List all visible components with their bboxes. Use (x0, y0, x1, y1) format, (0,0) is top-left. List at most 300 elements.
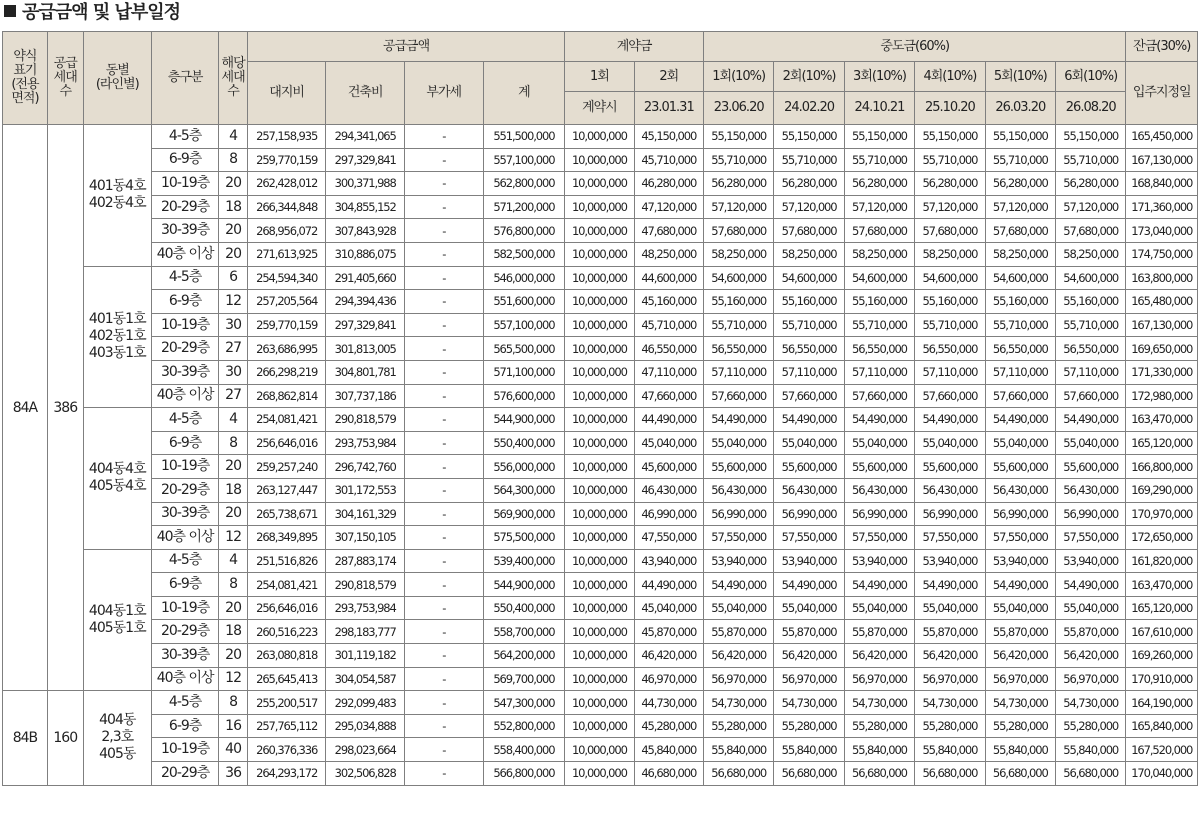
interim-cell: 56,430,000 (844, 478, 914, 502)
interim-cell: 57,660,000 (985, 384, 1055, 408)
interim-cell: 55,040,000 (1056, 596, 1126, 620)
interim-cell: 55,840,000 (844, 738, 914, 762)
interim-cell: 55,150,000 (703, 125, 773, 149)
units-cell: 386 (47, 125, 83, 691)
land-cell: 259,257,240 (247, 455, 326, 479)
land-cell: 254,081,421 (247, 573, 326, 597)
interim-cell: 55,040,000 (844, 431, 914, 455)
interim-cell: 55,150,000 (915, 125, 985, 149)
header-floor: 층구분 (151, 32, 218, 125)
deposit-1-cell: 10,000,000 (565, 573, 634, 597)
balance-cell: 163,470,000 (1126, 573, 1198, 597)
count-cell: 8 (219, 691, 248, 715)
interim-cell: 54,730,000 (703, 691, 773, 715)
deposit-2-cell: 45,870,000 (634, 620, 703, 644)
interim-cell: 55,840,000 (1056, 738, 1126, 762)
interim-cell: 55,870,000 (703, 620, 773, 644)
interim-cell: 57,120,000 (985, 195, 1055, 219)
interim-cell: 57,110,000 (915, 360, 985, 384)
interim-cell: 58,250,000 (1056, 242, 1126, 266)
vat-cell: - (404, 242, 483, 266)
table-row (3, 644, 1198, 668)
floor-cell: 6-9층 (151, 148, 218, 172)
building-cell: 404동1호 405동1호 (83, 549, 151, 691)
interim-cell: 55,710,000 (703, 148, 773, 172)
deposit-1-cell: 10,000,000 (565, 313, 634, 337)
header-deposit-2-date: 23.01.31 (634, 92, 703, 125)
count-cell: 27 (219, 337, 248, 361)
interim-cell: 57,120,000 (915, 195, 985, 219)
total-cell: 571,200,000 (483, 195, 565, 219)
interim-cell: 57,680,000 (844, 219, 914, 243)
floor-cell: 6-9층 (151, 573, 218, 597)
interim-cell: 55,840,000 (774, 738, 844, 762)
vat-cell: - (404, 455, 483, 479)
table-header (3, 32, 1198, 125)
interim-cell: 57,660,000 (915, 384, 985, 408)
building-cost-cell: 294,394,436 (326, 290, 405, 314)
building-cost-cell: 300,371,988 (326, 172, 405, 196)
interim-cell: 54,600,000 (985, 266, 1055, 290)
header-interim-date-6: 26.08.20 (1056, 92, 1126, 125)
interim-cell: 57,110,000 (844, 360, 914, 384)
total-cell: 556,000,000 (483, 455, 565, 479)
building-cost-cell: 307,150,105 (326, 526, 405, 550)
deposit-2-cell: 47,660,000 (634, 384, 703, 408)
interim-cell: 57,680,000 (985, 219, 1055, 243)
interim-cell: 56,430,000 (1056, 478, 1126, 502)
interim-cell: 57,550,000 (703, 526, 773, 550)
header-building: 동별 (라인별) (83, 32, 151, 125)
land-cell: 266,344,848 (247, 195, 326, 219)
floor-cell: 10-19층 (151, 596, 218, 620)
header-deposit-1-date: 계약시 (565, 92, 634, 125)
interim-cell: 57,110,000 (1056, 360, 1126, 384)
count-cell: 30 (219, 360, 248, 384)
interim-cell: 55,160,000 (703, 290, 773, 314)
total-cell: 546,000,000 (483, 266, 565, 290)
balance-cell: 161,820,000 (1126, 549, 1198, 573)
interim-cell: 57,120,000 (1056, 195, 1126, 219)
building-cost-cell: 294,341,065 (326, 125, 405, 149)
balance-cell: 165,840,000 (1126, 714, 1198, 738)
deposit-1-cell: 10,000,000 (565, 431, 634, 455)
interim-cell: 55,710,000 (915, 148, 985, 172)
floor-cell: 6-9층 (151, 431, 218, 455)
vat-cell: - (404, 219, 483, 243)
interim-cell: 55,870,000 (985, 620, 1055, 644)
interim-cell: 56,550,000 (915, 337, 985, 361)
balance-cell: 165,120,000 (1126, 431, 1198, 455)
deposit-2-cell: 45,710,000 (634, 313, 703, 337)
header-deposit: 계약금 (565, 32, 704, 62)
vat-cell: - (404, 714, 483, 738)
vat-cell: - (404, 502, 483, 526)
deposit-2-cell: 45,040,000 (634, 431, 703, 455)
building-cost-cell: 295,034,888 (326, 714, 405, 738)
deposit-2-cell: 44,730,000 (634, 691, 703, 715)
interim-cell: 55,040,000 (844, 596, 914, 620)
vat-cell: - (404, 478, 483, 502)
deposit-2-cell: 46,550,000 (634, 337, 703, 361)
header-balance: 잔금(30%) (1126, 32, 1198, 62)
interim-cell: 57,660,000 (774, 384, 844, 408)
balance-cell: 170,040,000 (1126, 762, 1198, 786)
table-row (3, 313, 1198, 337)
interim-cell: 54,490,000 (915, 408, 985, 432)
land-cell: 259,770,159 (247, 148, 326, 172)
total-cell: 544,900,000 (483, 573, 565, 597)
total-cell: 575,500,000 (483, 526, 565, 550)
interim-cell: 55,280,000 (844, 714, 914, 738)
table-row (3, 148, 1198, 172)
building-cost-cell: 287,883,174 (326, 549, 405, 573)
balance-cell: 168,840,000 (1126, 172, 1198, 196)
deposit-2-cell: 45,160,000 (634, 290, 703, 314)
floor-cell: 40층 이상 (151, 667, 218, 691)
interim-cell: 58,250,000 (703, 242, 773, 266)
deposit-2-cell: 45,150,000 (634, 125, 703, 149)
vat-cell: - (404, 431, 483, 455)
interim-cell: 56,990,000 (985, 502, 1055, 526)
deposit-2-cell: 47,550,000 (634, 526, 703, 550)
land-cell: 256,646,016 (247, 431, 326, 455)
deposit-1-cell: 10,000,000 (565, 526, 634, 550)
interim-cell: 55,160,000 (844, 290, 914, 314)
total-cell: 557,100,000 (483, 148, 565, 172)
balance-cell: 169,650,000 (1126, 337, 1198, 361)
header-building-cost: 건축비 (326, 62, 405, 125)
floor-cell: 4-5층 (151, 408, 218, 432)
deposit-2-cell: 44,600,000 (634, 266, 703, 290)
interim-cell: 56,550,000 (844, 337, 914, 361)
interim-cell: 54,600,000 (1056, 266, 1126, 290)
interim-cell: 57,550,000 (844, 526, 914, 550)
deposit-1-cell: 10,000,000 (565, 478, 634, 502)
table-row (3, 667, 1198, 691)
interim-cell: 55,600,000 (703, 455, 773, 479)
interim-cell: 57,660,000 (1056, 384, 1126, 408)
interim-cell: 55,150,000 (774, 125, 844, 149)
vat-cell: - (404, 408, 483, 432)
count-cell: 12 (219, 667, 248, 691)
vat-cell: - (404, 526, 483, 550)
interim-cell: 55,150,000 (1056, 125, 1126, 149)
interim-cell: 55,280,000 (1056, 714, 1126, 738)
table-row (3, 172, 1198, 196)
interim-cell: 56,680,000 (844, 762, 914, 786)
count-cell: 4 (219, 125, 248, 149)
building-cost-cell: 301,172,553 (326, 478, 405, 502)
table-row (3, 762, 1198, 786)
building-cell: 404동4호 405동4호 (83, 408, 151, 550)
balance-cell: 169,290,000 (1126, 478, 1198, 502)
interim-cell: 57,120,000 (844, 195, 914, 219)
interim-cell: 56,280,000 (1056, 172, 1126, 196)
interim-cell: 56,280,000 (774, 172, 844, 196)
interim-cell: 53,940,000 (985, 549, 1055, 573)
deposit-2-cell: 46,990,000 (634, 502, 703, 526)
interim-cell: 58,250,000 (915, 242, 985, 266)
type-cell: 84A (3, 125, 48, 691)
vat-cell: - (404, 596, 483, 620)
floor-cell: 6-9층 (151, 714, 218, 738)
deposit-1-cell: 10,000,000 (565, 148, 634, 172)
count-cell: 12 (219, 290, 248, 314)
interim-cell: 54,600,000 (774, 266, 844, 290)
vat-cell: - (404, 337, 483, 361)
total-cell: 582,500,000 (483, 242, 565, 266)
deposit-2-cell: 46,420,000 (634, 644, 703, 668)
interim-cell: 56,550,000 (774, 337, 844, 361)
building-cost-cell: 301,813,005 (326, 337, 405, 361)
interim-cell: 54,730,000 (985, 691, 1055, 715)
total-cell: 564,300,000 (483, 478, 565, 502)
interim-cell: 54,490,000 (844, 573, 914, 597)
building-cost-cell: 298,183,777 (326, 620, 405, 644)
count-cell: 18 (219, 195, 248, 219)
interim-cell: 55,870,000 (844, 620, 914, 644)
interim-cell: 54,490,000 (703, 408, 773, 432)
deposit-2-cell: 45,040,000 (634, 596, 703, 620)
interim-cell: 55,710,000 (985, 313, 1055, 337)
interim-cell: 56,430,000 (774, 478, 844, 502)
land-cell: 263,127,447 (247, 478, 326, 502)
header-balance-date: 입주지정일 (1126, 62, 1198, 125)
interim-cell: 54,490,000 (703, 573, 773, 597)
building-cost-cell: 290,818,579 (326, 573, 405, 597)
header-interim-date-4: 25.10.20 (915, 92, 985, 125)
header-interim-3: 3회(10%) (844, 62, 914, 92)
units-cell: 160 (47, 691, 83, 785)
deposit-2-cell: 45,710,000 (634, 148, 703, 172)
deposit-2-cell: 44,490,000 (634, 408, 703, 432)
deposit-1-cell: 10,000,000 (565, 644, 634, 668)
interim-cell: 55,710,000 (774, 148, 844, 172)
interim-cell: 53,940,000 (1056, 549, 1126, 573)
header-interim-1: 1회(10%) (703, 62, 773, 92)
header-deposit-1: 1회 (565, 62, 634, 92)
deposit-2-cell: 44,490,000 (634, 573, 703, 597)
interim-cell: 55,600,000 (844, 455, 914, 479)
interim-cell: 54,730,000 (774, 691, 844, 715)
interim-cell: 55,600,000 (1056, 455, 1126, 479)
deposit-1-cell: 10,000,000 (565, 620, 634, 644)
count-cell: 36 (219, 762, 248, 786)
interim-cell: 56,430,000 (703, 478, 773, 502)
interim-cell: 55,710,000 (985, 148, 1055, 172)
total-cell: 565,500,000 (483, 337, 565, 361)
balance-cell: 171,330,000 (1126, 360, 1198, 384)
interim-cell: 56,990,000 (774, 502, 844, 526)
building-cost-cell: 304,855,152 (326, 195, 405, 219)
balance-cell: 165,450,000 (1126, 125, 1198, 149)
deposit-1-cell: 10,000,000 (565, 596, 634, 620)
table-row (3, 691, 1198, 715)
interim-cell: 57,680,000 (1056, 219, 1126, 243)
table-row (3, 549, 1198, 573)
price-table (2, 31, 1198, 786)
land-cell: 260,376,336 (247, 738, 326, 762)
table-row (3, 290, 1198, 314)
building-cost-cell: 304,161,329 (326, 502, 405, 526)
header-interim-date-3: 24.10.21 (844, 92, 914, 125)
floor-cell: 4-5층 (151, 691, 218, 715)
count-cell: 18 (219, 620, 248, 644)
interim-cell: 58,250,000 (844, 242, 914, 266)
total-cell: 558,400,000 (483, 738, 565, 762)
floor-cell: 40층 이상 (151, 526, 218, 550)
deposit-2-cell: 46,280,000 (634, 172, 703, 196)
interim-cell: 55,280,000 (774, 714, 844, 738)
interim-cell: 56,430,000 (985, 478, 1055, 502)
count-cell: 20 (219, 502, 248, 526)
type-cell: 84B (3, 691, 48, 785)
interim-cell: 55,710,000 (1056, 313, 1126, 337)
count-cell: 12 (219, 526, 248, 550)
table-row (3, 242, 1198, 266)
interim-cell: 55,710,000 (844, 148, 914, 172)
balance-cell: 163,470,000 (1126, 408, 1198, 432)
count-cell: 16 (219, 714, 248, 738)
total-cell: 564,200,000 (483, 644, 565, 668)
balance-cell: 167,610,000 (1126, 620, 1198, 644)
deposit-1-cell: 10,000,000 (565, 502, 634, 526)
building-cost-cell: 304,801,781 (326, 360, 405, 384)
header-count: 해당 세대 수 (219, 32, 248, 125)
interim-cell: 58,250,000 (774, 242, 844, 266)
table-row (3, 266, 1198, 290)
header-type: 약식 표기 (전용 면적) (3, 32, 48, 125)
header-interim-5: 5회(10%) (985, 62, 1055, 92)
total-cell: 569,900,000 (483, 502, 565, 526)
land-cell: 263,080,818 (247, 644, 326, 668)
interim-cell: 56,420,000 (844, 644, 914, 668)
total-cell: 544,900,000 (483, 408, 565, 432)
interim-cell: 56,550,000 (1056, 337, 1126, 361)
building-cost-cell: 292,099,483 (326, 691, 405, 715)
land-cell: 268,956,072 (247, 219, 326, 243)
land-cell: 260,516,223 (247, 620, 326, 644)
land-cell: 256,646,016 (247, 596, 326, 620)
interim-cell: 57,660,000 (844, 384, 914, 408)
count-cell: 20 (219, 596, 248, 620)
deposit-1-cell: 10,000,000 (565, 266, 634, 290)
interim-cell: 56,420,000 (1056, 644, 1126, 668)
interim-cell: 54,600,000 (703, 266, 773, 290)
interim-cell: 57,680,000 (915, 219, 985, 243)
building-cost-cell: 302,506,828 (326, 762, 405, 786)
floor-cell: 30-39층 (151, 360, 218, 384)
interim-cell: 55,870,000 (1056, 620, 1126, 644)
total-cell: 550,400,000 (483, 596, 565, 620)
total-cell: 562,800,000 (483, 172, 565, 196)
deposit-1-cell: 10,000,000 (565, 384, 634, 408)
count-cell: 18 (219, 478, 248, 502)
balance-cell: 171,360,000 (1126, 195, 1198, 219)
floor-cell: 4-5층 (151, 266, 218, 290)
interim-cell: 55,600,000 (985, 455, 1055, 479)
interim-cell: 57,680,000 (703, 219, 773, 243)
deposit-1-cell: 10,000,000 (565, 738, 634, 762)
land-cell: 268,862,814 (247, 384, 326, 408)
floor-cell: 10-19층 (151, 313, 218, 337)
count-cell: 27 (219, 384, 248, 408)
interim-cell: 55,040,000 (1056, 431, 1126, 455)
vat-cell: - (404, 573, 483, 597)
count-cell: 8 (219, 431, 248, 455)
deposit-1-cell: 10,000,000 (565, 714, 634, 738)
table-row (3, 431, 1198, 455)
interim-cell: 54,490,000 (985, 573, 1055, 597)
balance-cell: 169,260,000 (1126, 644, 1198, 668)
land-cell: 268,349,895 (247, 526, 326, 550)
vat-cell: - (404, 148, 483, 172)
vat-cell: - (404, 762, 483, 786)
total-cell: 550,400,000 (483, 431, 565, 455)
table-row (3, 455, 1198, 479)
building-cost-cell: 290,818,579 (326, 408, 405, 432)
vat-cell: - (404, 691, 483, 715)
floor-cell: 20-29층 (151, 195, 218, 219)
floor-cell: 20-29층 (151, 762, 218, 786)
land-cell: 254,081,421 (247, 408, 326, 432)
interim-cell: 56,990,000 (844, 502, 914, 526)
table-row (3, 620, 1198, 644)
count-cell: 20 (219, 219, 248, 243)
land-cell: 251,516,826 (247, 549, 326, 573)
total-cell: 552,800,000 (483, 714, 565, 738)
deposit-2-cell: 45,600,000 (634, 455, 703, 479)
interim-cell: 54,730,000 (1056, 691, 1126, 715)
interim-cell: 56,970,000 (915, 667, 985, 691)
balance-cell: 166,800,000 (1126, 455, 1198, 479)
building-cost-cell: 310,886,075 (326, 242, 405, 266)
interim-cell: 57,110,000 (985, 360, 1055, 384)
balance-cell: 172,650,000 (1126, 526, 1198, 550)
building-cost-cell: 293,753,984 (326, 596, 405, 620)
land-cell: 262,428,012 (247, 172, 326, 196)
balance-cell: 170,970,000 (1126, 502, 1198, 526)
deposit-2-cell: 47,120,000 (634, 195, 703, 219)
count-cell: 20 (219, 644, 248, 668)
table-row (3, 408, 1198, 432)
interim-cell: 56,420,000 (774, 644, 844, 668)
vat-cell: - (404, 644, 483, 668)
vat-cell: - (404, 549, 483, 573)
interim-cell: 55,040,000 (915, 431, 985, 455)
land-cell: 264,293,172 (247, 762, 326, 786)
interim-cell: 56,990,000 (703, 502, 773, 526)
page-title-text: 공급금액 및 납부일정 (22, 2, 181, 23)
interim-cell: 55,600,000 (915, 455, 985, 479)
interim-cell: 56,680,000 (1056, 762, 1126, 786)
interim-cell: 57,110,000 (774, 360, 844, 384)
table-row (3, 573, 1198, 597)
interim-cell: 57,550,000 (915, 526, 985, 550)
land-cell: 263,686,995 (247, 337, 326, 361)
table-row (3, 738, 1198, 762)
table-row (3, 596, 1198, 620)
deposit-1-cell: 10,000,000 (565, 172, 634, 196)
header-vat: 부가세 (404, 62, 483, 125)
deposit-2-cell: 47,680,000 (634, 219, 703, 243)
building-cost-cell: 298,023,664 (326, 738, 405, 762)
count-cell: 4 (219, 408, 248, 432)
interim-cell: 55,710,000 (844, 313, 914, 337)
interim-cell: 55,150,000 (985, 125, 1055, 149)
interim-cell: 56,420,000 (985, 644, 1055, 668)
